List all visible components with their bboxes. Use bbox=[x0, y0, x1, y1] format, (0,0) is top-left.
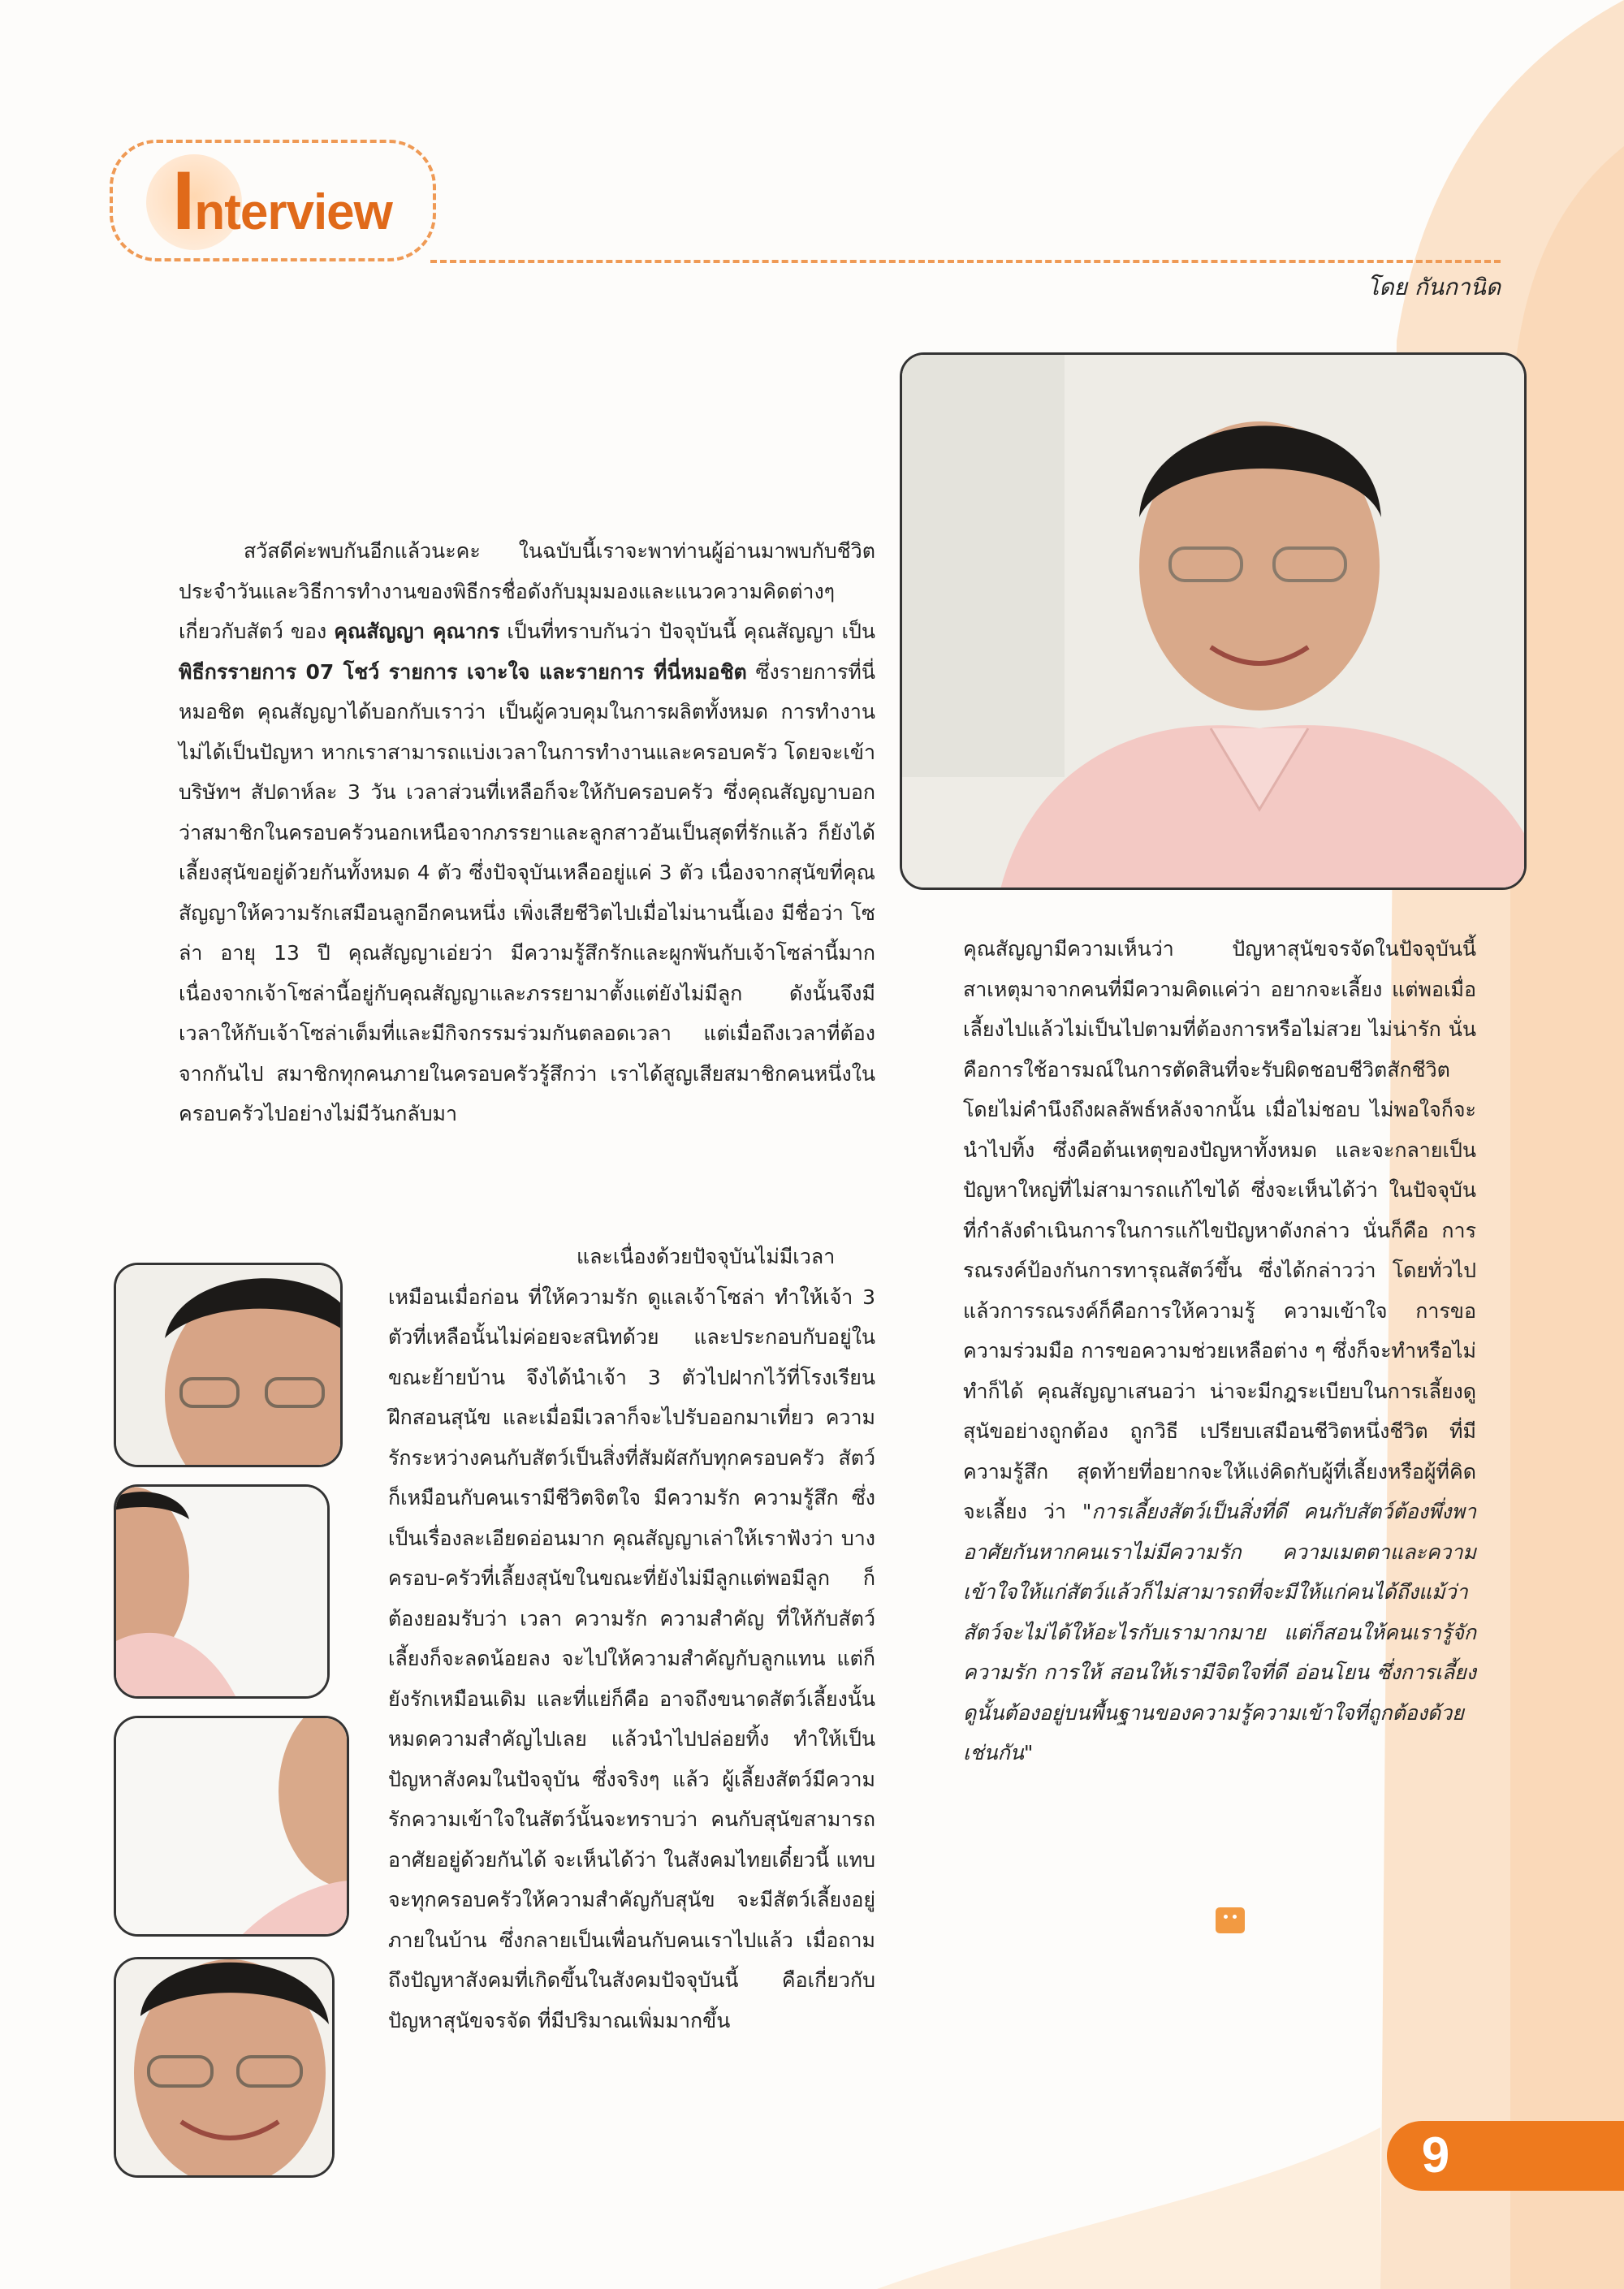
closing-quote: "การเลี้ยงสัตว์เป็นสิ่งที่ดี คนกับสัตว์ต้องพึ่งพาอาศัยกันหากคนเราไม่มีความรัก ความเมตตาและความเข้าใจให้แก่สัตว์แล้วก็ไม่สามารถที่จะมีให้แก่คนได้ถึงแม้ว่า สัตว์จะไม่ได้ให้อะไรกับเรามากมาย แต่ก็สอนให้คนเรารู้จักความรัก การให้ สอนให้เรามีจิตใจที่ดี อ่อนโยน ซึ่งการเลี้ยงดูนั้นต้องอยู่บนพื้นฐานของความรู้ความเข้าใจที่ถูกต้องด้วยเช่นกัน" bbox=[963, 1500, 1476, 1764]
page-number: 9 bbox=[1421, 2127, 1450, 2183]
article-intro-paragraph: สวัสดีค่ะพบกันอีกแล้วนะคะ ในฉบับนี้เราจะพาท่านผู้อ่านมาพบกับชีวิตประจำวันและวิธีการทำงานของพิธีกรชื่อดังกับมุมมองและแนวความคิดต่างๆ เกี่ยวกับสัตว์ ของ คุณสัญญา คุณากร เป็นที่ทราบกันว่า ปัจจุบันนี้ คุณสัญญา เป็นพิธีกรรายการ 07 โชว์ รายการ เจาะใจ และรายการ ที่นี่หมอชิต ซึ่งรายการที่นี่หมอชิต คุณสัญญาได้บอกกับเราว่า เป็นผู้ควบคุมในการผลิตทั้งหมด การทำงานไม่ได้เป็นปัญหา หากเราสามารถแบ่งเวลาในการทำงานและครอบครัว โดยจะเข้าบริษัทฯ สัปดาห์ละ 3 วัน เวลาส่วนที่เหลือก็จะให้กับครอบครัว ซึ่งคุณสัญญาบอกว่าสมาชิกในครอบครัวนอกเหนือจากภรรยาและลูกสาวอันเป็นสุดที่รักแล้ว ก็ยังได้เลี้ยงสุนัขอยู่ด้วยกันทั้งหมด 4 ตัว ซึ่งปัจจุบันเหลืออยู่แค่ 3 ตัว เนื่องจากสุนัขที่คุณสัญญาให้ความรักเสมือนลูกอีกคนหนึ่ง เพิ่งเสียชีวิตไปเมื่อไม่นานนี้เอง มีชื่อว่า โซล่า อายุ 13 ปี คุณสัญญาเอ่ยว่า มีความรู้สึกรักและผูกพันกับเจ้าโซล่านี้มาก เนื่องจากเจ้าโซล่านี้อยู่กับคุณสัญญาและภรรยามาตั้งแต่ยังไม่มีลูก ดังนั้นจึงมีเวลาให้กับเจ้าโซล่าเต็มที่และมีกิจกรรมร่วมกันตลอดเวลา แต่เมื่อถึงเวลาที่ต้องจากกันไป สมาชิกทุกคนภายในครอบครัวรู้สึกว่า เราได้สูญเสียสมาชิกคนหนึ่งในครอบครัวไปอย่างไม่มีวันกลับมา bbox=[179, 539, 875, 1125]
portrait-photo-small-4 bbox=[114, 1957, 335, 2178]
section-title bbox=[172, 156, 392, 245]
portrait-photo-small-2 bbox=[114, 1484, 330, 1699]
section-title-rest: nterview bbox=[194, 184, 392, 240]
article-column-2-paragraph: และเนื่องด้วยปัจจุบันไม่มีเวลาเหมือนเมื่อก่อน ที่ให้ความรัก ดูแลเจ้าโซล่า ทำให้เจ้า 3 ตัวที่เหลือนั้นไม่ค่อยจะสนิทด้วย และประกอบกับอยู่ในขณะย้ายบ้าน จึงได้นำเจ้า 3 ตัวไปฝากไว้ที่โรงเรียนฝึกสอนสุนัข และเมื่อมีเวลาก็จะไปรับออกมาเที่ยว ความรักระหว่างคนกับสัตว์เป็นสิ่งที่สัมผัสกับทุกครอบครัว สัตว์ก็เหมือนกับคนเรามีชีวิตจิตใจ มีความรัก ความรู้สึก ซึ่งเป็นเรื่องละเอียดอ่อนมาก คุณสัญญาเล่าให้เราฟังว่า บางครอบ-ครัวที่เลี้ยงสุนัขในขณะที่ยังไม่มีลูกแต่พอมีลูก ก็ต้องยอมรับว่า เวลา ความรัก ความสำคัญ ที่ให้กับสัตว์เลี้ยงก็จะลดน้อยลง จะไปให้ความสำคัญกับลูกแทน แต่ก็ยังรักเหมือนเดิม และที่แย่ก็คือ อาจถึงขนาดสัตว์เลี้ยงนั้นหมดความสำคัญไปเลย แล้วนำไปปล่อยทิ้ง ทำให้เป็นปัญหาสังคมในปัจจุบัน ซึ่งจริงๆ แล้ว ผู้เลี้ยงสัตว์มีความรักความเข้าใจในสัตว์นั้นจะทราบว่า คนกับสุนัขสามารถอาศัยอยู่ด้วยกันได้ จะเห็นได้ว่า ในสังคมไทยเดี๋ยวนี้ แทบจะทุกครอบครัวให้ความสำคัญกับสุนัข จะมีสัตว์เลี้ยงอยู่ภายในบ้าน ซึ่งกลายเป็นเพื่อนกับคนเราไปแล้ว เมื่อถามถึงปัญหาสังคมที่เกิดขึ้นในสังคมปัจจุบันนี้ คือเกี่ยวกับปัญหาสุนัขจรจัด ที่มีปริมาณเพิ่มมากขึ้น bbox=[388, 1245, 875, 2032]
article-end-icon bbox=[1216, 1907, 1245, 1933]
article-column-3-paragraph: คุณสัญญามีความเห็นว่า ปัญหาสุนัขจรจัดในปัจจุบันนี้สาเหตุมาจากคนที่มีความคิดแค่ว่า อยากจะเลี้ยง แต่พอเมื่อเลี้ยงไปแล้วไม่เป็นไปตามที่ต้องการหรือไม่สวย ไม่น่ารัก นั่นคือการใช้อารมณ์ในการตัดสินที่จะรับผิดชอบชีวิตสักชีวิต โดยไม่คำนึงถึงผลลัพธ์หลังจากนั้น เมื่อไม่ชอบ ไม่พอใจก็จะนำไปทิ้ง ซึ่งคือต้นเหตุของปัญหาทั้งหมด และจะกลายเป็นปัญหาใหญ่ที่ไม่สามารถแก้ไขได้ ซึ่งจะเห็นได้ว่า ในปัจจุบันที่กำลังดำเนินการในการแก้ไขปัญหาดังกล่าว นั่นก็คือ การรณรงค์ป้องกันการทารุณสัตว์ขึ้น ซึ่งได้กล่าวว่า โดยทั่วไปแล้วการรณรงค์ก็คือการให้ความรู้ ความเข้าใจ การขอความร่วมมือ การขอความช่วยเหลือต่าง ๆ ซึ่งก็จะทำหรือไม่ทำก็ได้ คุณสัญญาเสนอว่า น่าจะมีกฎระเบียบในการเลี้ยงดูสุนัขอย่างถูกต้อง ถูกวิธี เปรียบเสมือนชีวิตหนึ่งชีวิต ที่มีความรู้สึก สุดท้ายที่อยากจะให้แง่คิดกับผู้ที่เลี้ยงหรือผู้ที่คิดจะเลี้ยง ว่า "การเลี้ยงสัตว์เป็นสิ่งที่ดี คนกับสัตว์ต้องพึ่งพาอาศัยกันหากคนเราไม่มีความรัก ความเมตตาและความเข้าใจให้แก่สัตว์แล้วก็ไม่สามารถที่จะมีให้แก่คนได้ถึงแม้ว่า สัตว์จะไม่ได้ให้อะไรกับเรามากมาย แต่ก็สอนให้คนเรารู้จักความรัก การให้ สอนให้เรามีจิตใจที่ดี อ่อนโยน ซึ่งการเลี้ยงดูนั้นต้องอยู่บนพื้นฐานของความรู้ความเข้าใจที่ถูกต้องด้วยเช่นกัน" bbox=[963, 937, 1476, 1764]
author-byline: โดย กันกานิด bbox=[1367, 274, 1501, 300]
header-dashed-rule bbox=[430, 260, 1501, 263]
portrait-photo-main bbox=[900, 352, 1527, 890]
portrait-photo-small-1 bbox=[114, 1263, 343, 1467]
section-title-first-letter: I bbox=[172, 154, 195, 247]
show-names: พิธีกรรายการ 07 โชว์ รายการ เจาะใจ และรายการ ที่นี่หมอชิต bbox=[179, 659, 747, 684]
interviewee-name: คุณสัญญา คุณากร bbox=[334, 620, 500, 643]
portrait-photo-small-3 bbox=[114, 1716, 349, 1937]
